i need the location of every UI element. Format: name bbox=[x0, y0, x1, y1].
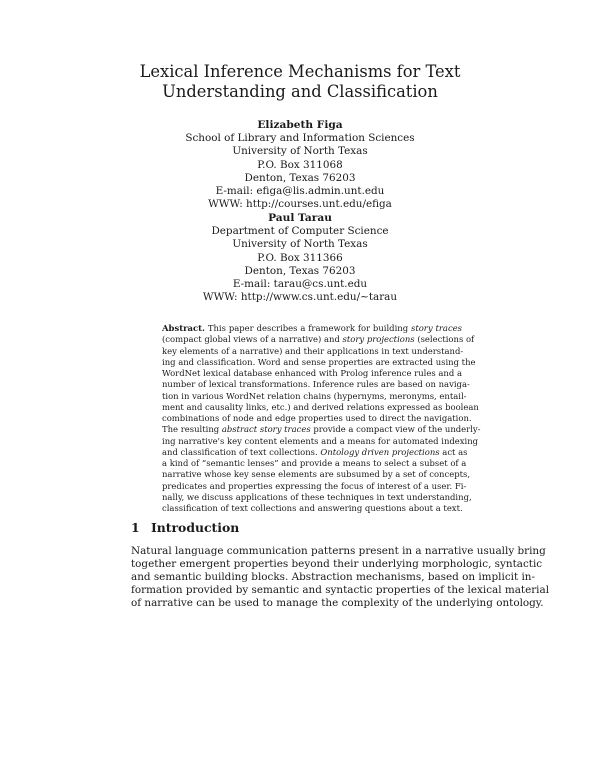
abstract-text: (selections of bbox=[417, 334, 475, 345]
paper-title bbox=[80, 62, 520, 102]
author-email: E-mail: efiga@lis.admin.unt.edu bbox=[215, 185, 385, 198]
abstract-line: WordNet lexical database enhanced with Prolog inference rules and a bbox=[162, 368, 462, 378]
abstract-text: The resulting bbox=[162, 424, 220, 435]
section-heading bbox=[131, 520, 239, 535]
title-line-1: Lexical Inference Mechanisms for Text bbox=[139, 62, 461, 81]
abstract-line: key elements of a narrative) and their applications in text understand- bbox=[162, 345, 464, 356]
abstract-line: narrative whose key sense elements are subsumed by a set of concepts, bbox=[162, 469, 471, 480]
body-line: of narrative can be used to manage the complexity of the underlying ontology. bbox=[131, 597, 544, 610]
abstract-text: provide a compact view of the underly- bbox=[313, 424, 481, 435]
author-block-2 bbox=[150, 212, 450, 304]
body-line: Natural language communication patterns present in a narrative usually bring bbox=[131, 545, 546, 557]
author-block-1 bbox=[150, 119, 450, 211]
abstract-term: abstract story traces bbox=[221, 424, 311, 435]
author-affiliation: Department of Computer Science bbox=[211, 225, 389, 238]
title-line-2: Understanding and Classification bbox=[162, 82, 438, 101]
author-po-box: P.O. Box 311068 bbox=[257, 158, 343, 171]
author-city: Denton, Texas 76203 bbox=[244, 264, 356, 277]
intro-paragraph bbox=[131, 545, 550, 610]
author-email: E-mail: tarau@cs.unt.edu bbox=[232, 278, 368, 291]
body-line: formation provided by semantic and syntactic properties of the lexical material bbox=[131, 584, 550, 597]
author-university: University of North Texas bbox=[232, 145, 368, 158]
abstract-line: predicates and properties expressing the focus of interest of a user. Fi- bbox=[162, 480, 467, 491]
body-line: together emergent properties beyond their underlying morphologic, syntactic bbox=[131, 558, 543, 571]
author-po-box: P.O. Box 311366 bbox=[257, 251, 343, 264]
body-line: and semantic building blocks. Abstraction mechanisms, based on implicit in- bbox=[131, 571, 535, 584]
section-title: Introduction bbox=[151, 520, 240, 535]
abstract-line: ing narrative's key content elements and a means for automated indexing bbox=[162, 435, 479, 446]
abstract-line bbox=[162, 424, 481, 435]
section-number: 1 bbox=[131, 520, 140, 535]
abstract-line: tion in various WordNet relation chains (hypernyms, meronyms, entail- bbox=[162, 390, 467, 401]
author-www: WWW: http://courses.unt.edu/efiga bbox=[208, 198, 392, 211]
abstract-text: (compact global views of a narrative) and bbox=[162, 334, 340, 345]
abstract-term: story projections bbox=[342, 334, 415, 345]
abstract-label: Abstract. bbox=[162, 323, 205, 333]
abstract-term: Ontology driven projections bbox=[320, 446, 440, 457]
abstract-term: story traces bbox=[411, 323, 462, 333]
author-university: University of North Texas bbox=[232, 238, 368, 251]
abstract bbox=[162, 323, 481, 514]
abstract-line: classification of text collections and answering questions about a text. bbox=[162, 503, 463, 513]
author-name: Paul Tarau bbox=[268, 212, 332, 224]
author-name: Elizabeth Figa bbox=[257, 119, 343, 131]
author-www: WWW: http://www.cs.unt.edu/∼tarau bbox=[202, 291, 398, 304]
abstract-line: ment and causality links, etc.) and derived relations expressed as boolean bbox=[162, 401, 479, 412]
author-city: Denton, Texas 76203 bbox=[244, 171, 356, 184]
abstract-line bbox=[162, 334, 475, 345]
abstract-line: number of lexical transformations. Inference rules are based on naviga- bbox=[162, 379, 470, 390]
abstract-line bbox=[162, 323, 462, 334]
author-affiliation: School of Library and Information Sciences bbox=[185, 132, 415, 145]
abstract-text: act as bbox=[442, 446, 468, 457]
abstract-line: combinations of node and edge properties used to direct the navigation. bbox=[162, 413, 472, 423]
abstract-text: This paper describes a framework for building bbox=[207, 323, 409, 333]
abstract-text: and classification of text collections. bbox=[162, 446, 318, 457]
abstract-line: nally, we discuss applications of these techniques in text understanding, bbox=[162, 491, 472, 502]
abstract-line: ing and classification. Word and sense properties are extracted using the bbox=[162, 356, 476, 367]
abstract-line: a kind of “semantic lenses” and provide a means to select a subset of a bbox=[162, 458, 467, 468]
abstract-line bbox=[162, 446, 468, 458]
